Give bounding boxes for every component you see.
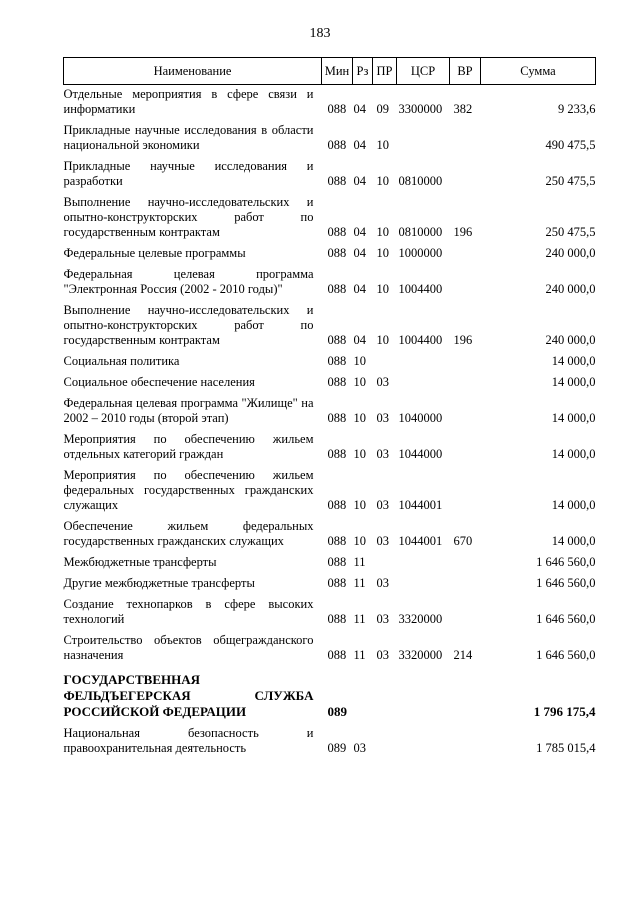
table-row xyxy=(64,297,596,348)
cell-csr xyxy=(397,348,450,369)
cell-pr xyxy=(373,348,397,369)
cell-name: Национальная безопасность и правоохранительная деятельность xyxy=(63,726,314,755)
cell-vr: 214 xyxy=(453,648,473,662)
table-row xyxy=(64,720,596,756)
table-row xyxy=(64,261,596,297)
cell-sum: 1 646 560,0 xyxy=(536,576,596,590)
cell-vr: 670 xyxy=(453,534,473,548)
table-row xyxy=(64,240,596,261)
cell-sum: 14 000,0 xyxy=(551,534,596,548)
header-name: Наименование xyxy=(64,58,322,85)
table-row xyxy=(64,591,596,627)
cell-sum: 14 000,0 xyxy=(551,375,596,389)
cell-pr xyxy=(373,549,397,570)
cell-csr: 1044001 xyxy=(398,534,443,548)
cell-rz: 04 xyxy=(353,174,366,188)
cell-rz: 11 xyxy=(353,612,366,626)
cell-name: Федеральные целевые программы xyxy=(63,246,246,260)
cell-rz: 04 xyxy=(353,333,366,347)
cell-rz: 11 xyxy=(353,576,366,590)
table-row xyxy=(64,513,596,549)
cell-min: 088 xyxy=(327,612,347,626)
cell-name: Отдельные мероприятия в сфере связи и информатики xyxy=(63,87,314,116)
cell-pr: 10 xyxy=(376,246,389,260)
cell-rz: 04 xyxy=(353,282,366,296)
cell-min: 088 xyxy=(327,576,347,590)
cell-pr: 10 xyxy=(376,333,389,347)
table-row xyxy=(64,85,596,118)
cell-name: ГОСУДАРСТВЕННАЯ ФЕЛЬДЪЕГЕРСКАЯ СЛУЖБА РОССИЙСКОЙ ФЕДЕРАЦИИ xyxy=(63,672,314,719)
cell-name: Прикладные научные исследования в области национальной экономики xyxy=(63,123,314,152)
cell-vr xyxy=(450,426,481,462)
cell-min: 088 xyxy=(327,246,347,260)
cell-sum: 1 646 560,0 xyxy=(536,612,596,626)
cell-min: 088 xyxy=(327,447,347,461)
cell-rz: 10 xyxy=(353,375,366,389)
cell-name: Обеспечение жильем федеральных государственных гражданских служащих xyxy=(63,519,314,548)
budget-table xyxy=(63,57,596,756)
cell-rz: 11 xyxy=(353,648,366,662)
cell-csr: 1040000 xyxy=(398,411,443,425)
table-row xyxy=(64,663,596,720)
table-row xyxy=(64,627,596,663)
cell-pr xyxy=(373,720,397,756)
table-row xyxy=(64,549,596,570)
cell-min: 088 xyxy=(327,555,347,569)
table-row xyxy=(64,390,596,426)
cell-csr: 3320000 xyxy=(398,612,443,626)
cell-pr xyxy=(373,663,397,720)
cell-sum: 14 000,0 xyxy=(551,411,596,425)
cell-csr: 1044001 xyxy=(398,498,443,512)
cell-sum: 240 000,0 xyxy=(545,333,596,347)
table-row xyxy=(64,153,596,189)
table-body xyxy=(64,85,596,757)
cell-name: Социальная политика xyxy=(63,354,180,368)
cell-csr xyxy=(397,549,450,570)
header-min: Мин xyxy=(322,58,353,85)
table-row xyxy=(64,189,596,240)
cell-vr xyxy=(450,261,481,297)
cell-vr xyxy=(450,369,481,390)
cell-rz: 10 xyxy=(353,411,366,425)
cell-pr: 03 xyxy=(376,411,389,425)
cell-pr: 09 xyxy=(376,102,389,116)
cell-sum: 240 000,0 xyxy=(545,282,596,296)
cell-min: 088 xyxy=(327,498,347,512)
header-sum: Сумма xyxy=(481,58,596,85)
cell-min: 088 xyxy=(327,375,347,389)
table-row xyxy=(64,369,596,390)
cell-csr xyxy=(397,720,450,756)
cell-name: Мероприятия по обеспечению жильем федеральных государственных гражданских служащих xyxy=(63,468,314,512)
cell-pr: 10 xyxy=(376,225,389,239)
cell-csr: 3320000 xyxy=(398,648,443,662)
cell-sum: 1 646 560,0 xyxy=(536,648,596,662)
cell-sum: 250 475,5 xyxy=(545,174,596,188)
cell-sum: 9 233,6 xyxy=(558,102,596,116)
cell-min: 088 xyxy=(327,411,347,425)
cell-vr: 196 xyxy=(453,333,473,347)
header-pr: ПР xyxy=(373,58,397,85)
cell-sum: 490 475,5 xyxy=(545,138,596,152)
cell-pr: 03 xyxy=(376,648,389,662)
cell-rz: 04 xyxy=(353,102,366,116)
cell-vr xyxy=(450,720,481,756)
cell-rz: 04 xyxy=(353,246,366,260)
cell-min: 089 xyxy=(327,741,347,755)
table-header xyxy=(64,58,596,85)
cell-csr: 3300000 xyxy=(398,102,443,116)
header-csr: ЦСР xyxy=(397,58,450,85)
cell-sum: 1 785 015,4 xyxy=(536,741,596,755)
cell-pr: 03 xyxy=(376,534,389,548)
cell-name: Создание технопарков в сфере высоких технологий xyxy=(63,597,314,626)
cell-vr xyxy=(450,570,481,591)
cell-csr xyxy=(397,663,450,720)
cell-name: Межбюджетные трансферты xyxy=(63,555,217,569)
cell-name: Федеральная целевая программа "Жилище" на 2002 – 2010 годы (второй этап) xyxy=(63,396,314,425)
header-vr: ВР xyxy=(450,58,481,85)
cell-vr xyxy=(450,348,481,369)
cell-rz: 03 xyxy=(353,741,366,755)
cell-sum: 1 646 560,0 xyxy=(536,555,596,569)
table-row xyxy=(64,348,596,369)
cell-min: 088 xyxy=(327,534,347,548)
cell-vr xyxy=(450,591,481,627)
cell-csr: 0810000 xyxy=(398,225,443,239)
cell-name: Мероприятия по обеспечению жильем отдельных категорий граждан xyxy=(63,432,314,461)
cell-csr: 1004400 xyxy=(398,282,443,296)
cell-pr: 03 xyxy=(376,447,389,461)
cell-rz: 10 xyxy=(353,534,366,548)
table-row xyxy=(64,426,596,462)
cell-pr: 10 xyxy=(376,138,389,152)
cell-name: Другие межбюджетные трансферты xyxy=(63,576,255,590)
cell-vr xyxy=(450,240,481,261)
cell-csr xyxy=(397,117,450,153)
cell-sum: 240 000,0 xyxy=(545,246,596,260)
cell-csr xyxy=(397,369,450,390)
cell-vr xyxy=(450,390,481,426)
cell-rz xyxy=(353,663,373,720)
cell-sum: 14 000,0 xyxy=(551,498,596,512)
cell-csr: 1000000 xyxy=(398,246,443,260)
cell-pr: 03 xyxy=(376,375,389,389)
cell-name: Строительство объектов общегражданского назначения xyxy=(63,633,314,662)
table-row xyxy=(64,462,596,513)
cell-min: 088 xyxy=(327,138,347,152)
cell-pr: 10 xyxy=(376,282,389,296)
table-row xyxy=(64,570,596,591)
cell-vr xyxy=(450,462,481,513)
cell-min: 088 xyxy=(327,282,347,296)
cell-rz: 11 xyxy=(353,555,366,569)
cell-csr: 0810000 xyxy=(398,174,443,188)
cell-vr: 382 xyxy=(453,102,473,116)
cell-vr xyxy=(450,153,481,189)
cell-name: Выполнение научно-исследовательских и опытно-конструкторских работ по государственным контрактам xyxy=(63,303,314,347)
table-row xyxy=(64,117,596,153)
cell-pr: 03 xyxy=(376,498,389,512)
cell-sum: 14 000,0 xyxy=(551,447,596,461)
header-rz: Рз xyxy=(353,58,373,85)
cell-sum: 1 796 175,4 xyxy=(533,704,596,719)
cell-csr: 1044000 xyxy=(398,447,443,461)
cell-pr: 03 xyxy=(376,612,389,626)
cell-csr xyxy=(397,570,450,591)
cell-vr xyxy=(450,549,481,570)
cell-min: 088 xyxy=(327,225,347,239)
cell-rz: 04 xyxy=(353,138,366,152)
cell-sum: 14 000,0 xyxy=(551,354,596,368)
cell-csr: 1004400 xyxy=(398,333,443,347)
cell-min: 088 xyxy=(327,333,347,347)
cell-name: Прикладные научные исследования и разработки xyxy=(63,159,314,188)
cell-min: 088 xyxy=(327,102,347,116)
cell-pr: 03 xyxy=(376,576,389,590)
cell-min: 088 xyxy=(327,174,347,188)
cell-vr xyxy=(450,117,481,153)
cell-sum: 250 475,5 xyxy=(545,225,596,239)
cell-name: Выполнение научно-исследовательских и опытно-конструкторских работ по государственным контрактам xyxy=(63,195,314,239)
cell-vr xyxy=(450,663,481,720)
cell-min: 088 xyxy=(327,648,347,662)
cell-min: 089 xyxy=(327,704,347,719)
cell-vr: 196 xyxy=(453,225,473,239)
cell-min: 088 xyxy=(327,354,347,368)
cell-rz: 04 xyxy=(353,225,366,239)
cell-name: Федеральная целевая программа "Электронная Россия (2002 - 2010 годы)" xyxy=(63,267,314,296)
cell-rz: 10 xyxy=(353,498,366,512)
cell-rz: 10 xyxy=(353,354,366,368)
cell-name: Социальное обеспечение населения xyxy=(63,375,255,389)
cell-rz: 10 xyxy=(353,447,366,461)
page-number: 183 xyxy=(309,26,331,41)
cell-pr: 10 xyxy=(376,174,389,188)
